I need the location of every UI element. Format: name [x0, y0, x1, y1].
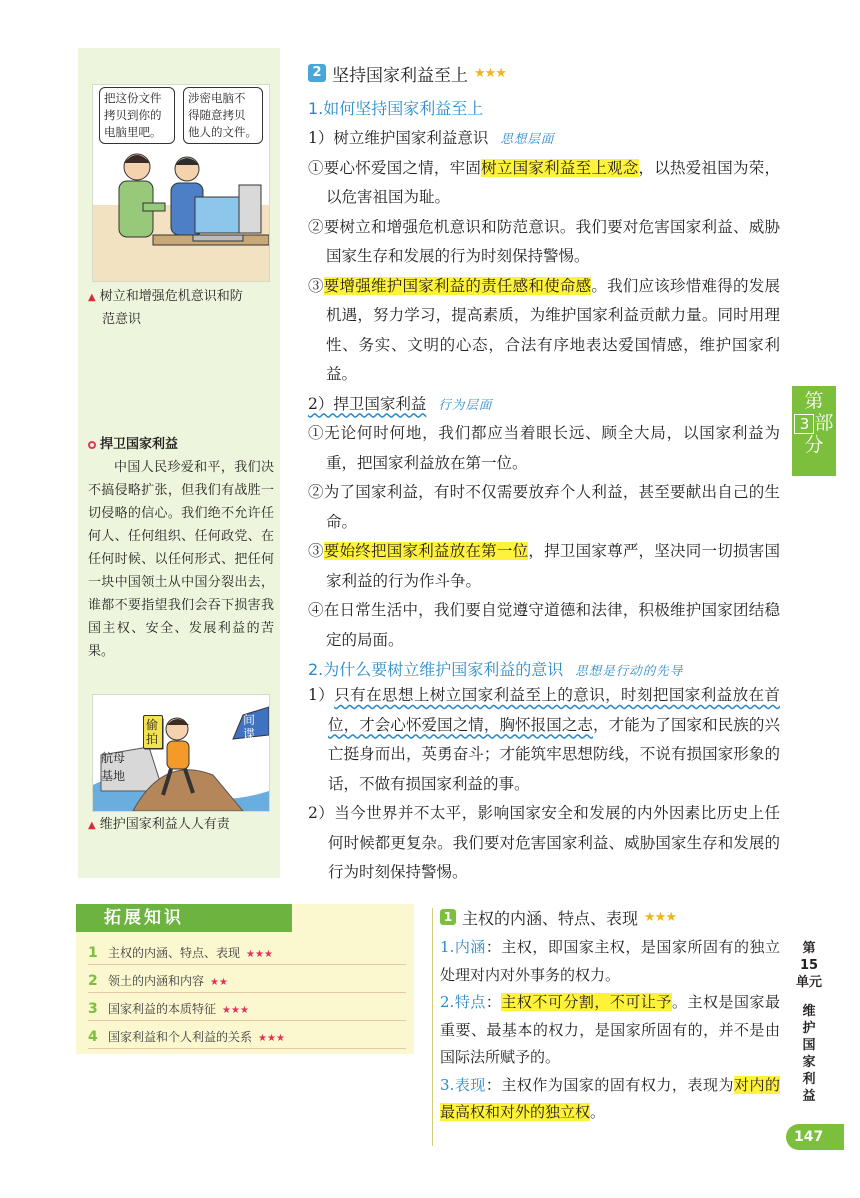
item-text: ：主权作为国家的固有权力，表现为 [485, 1075, 734, 1094]
point-2-title: 2）捍卫国家利益 [308, 394, 427, 413]
highlighted-text: 对内的最高权和对外的独立权 [440, 1075, 780, 1121]
extension-title: 拓展知识 [76, 904, 292, 932]
reason-item [308, 681, 780, 799]
main-content [308, 60, 780, 888]
item-text: 1） [308, 686, 335, 704]
unit-tag-text: 家 [802, 1055, 816, 1070]
item-label: 1.内涵 [440, 938, 486, 956]
item-text: ①无论何时何地，我们都应当着眼长远、顾全大局，以国家利益为重，把国家利益放在第一位。 [308, 424, 780, 472]
caption-line: 维护国家利益人人有责 [99, 817, 230, 832]
section-heading [308, 60, 780, 86]
item-text: 。 [590, 1103, 606, 1121]
star-rating-icon: ★★★ [644, 909, 676, 925]
point-1-item [308, 154, 780, 213]
bubble-line: 他人的文件。 [188, 125, 257, 139]
highlighted-text: 要始终把国家利益放在第一位 [323, 542, 529, 560]
item-number: 1 [88, 945, 98, 961]
item-number: 4 [88, 1029, 98, 1045]
part-tab-text: 部 [814, 412, 834, 434]
item-number: 2 [88, 973, 98, 989]
item-text: 2）当今世界并不太平，影响国家安全和发展的内外因素比历史上任何时候都更复杂。我们要对危害国家利益、威胁国家生存和发展的行为时刻保持警惕。 [308, 804, 780, 881]
point-2-item [308, 537, 780, 596]
point-1-item [308, 272, 780, 390]
point-1-item [308, 213, 780, 272]
caption-line: 范意识 [102, 312, 142, 327]
circle-bullet-icon [88, 441, 96, 449]
sovereignty-title: 主权的内涵、特点、表现 [462, 908, 639, 928]
bubble-line: 涉密电脑不 [188, 91, 246, 105]
star-rating-icon: ★★★ [474, 65, 506, 81]
extension-item [88, 970, 406, 993]
unit-tag-text: 第 [802, 941, 816, 956]
label-spy-photo: 偷拍 [143, 715, 163, 749]
item-text: ③ [308, 276, 324, 295]
question-2-text: 2.为什么要树立维护国家利益的意识 [308, 660, 564, 679]
underlined-text: 只有在思想上树立国家利益至上的意识，时刻把国家利益放在首位，才会心怀爱国之情，胸怀报国之志 [328, 686, 780, 734]
part-tab [792, 386, 836, 476]
unit-tag [793, 940, 825, 1105]
handwritten-note: 思想是行动的先导 [575, 663, 684, 678]
sidebar-box-title-text: 捍卫国家利益 [100, 437, 179, 452]
sovereignty-manifestation [440, 1072, 780, 1127]
part-tab-number: 3 [794, 414, 814, 434]
sidebar-box-body: 中国人民珍爱和平，我们决不搞侵略扩张，但我们有战胜一切侵略的信心。我们绝不允许任何人、任何组织、任何政党、在任何时候、以任何形式、把任何一块中国领土从中国分裂出去，谁都不要指望我们会吞下损害我国主权、安全、发展利益的苦果。 [88, 460, 274, 659]
item-text: ③ [308, 542, 324, 560]
cartoon-caption-1 [88, 286, 274, 331]
sovereignty-meaning [440, 934, 780, 989]
unit-tag-text: 单元 [795, 975, 822, 990]
unit-tag-text: 15 [799, 958, 819, 973]
extension-item [88, 1026, 406, 1049]
label-agent: 间谍 [243, 713, 256, 741]
section-title: 坚持国家利益至上 [332, 65, 468, 86]
item-text: ②要树立和增强危机意识和防范意识。我们要对危害国家利益、威胁国家生存和发展的行为时刻保持警惕。 [308, 217, 780, 265]
label-line: 航母 [101, 751, 126, 765]
part-tab-text: 分 [804, 434, 824, 456]
unit-tag-text: 维 [802, 1004, 816, 1019]
bubble-line: 得随意拷贝 [188, 108, 246, 122]
section-number: 1 [440, 909, 456, 925]
bubble-line: 把这份文件 [104, 91, 162, 105]
label-line: 基地 [101, 769, 126, 783]
unit-tag-text: 利 [802, 1072, 816, 1087]
handwritten-note: 思想层面 [500, 131, 555, 146]
star-rating-icon: ★★★ [246, 949, 273, 960]
reason-item [308, 799, 780, 888]
item-text: ④在日常生活中，我们要自觉遵守道德和法律，积极维护国家团结稳定的局面。 [308, 601, 780, 649]
caption-line: 树立和增强危机意识和防 [99, 289, 243, 304]
item-text: 。我们应该珍惜难得的发展机遇，努力学习，提高素质，为维护国家利益贡献力量。同时用理性、务实、文明的心态，合法有序地表达爱国情感，维护国家利益。 [326, 276, 780, 383]
star-rating-icon: ★★ [210, 977, 228, 988]
cartoon-caption-2 [88, 814, 274, 837]
unit-tag-text: 益 [802, 1089, 816, 1104]
item-text: ②为了国家利益，有时不仅需要放弃个人利益，甚至要献出自己的生命。 [308, 483, 780, 531]
question-1: 1.如何坚持国家利益至上 [308, 99, 484, 118]
star-rating-icon: ★★★ [222, 1005, 249, 1016]
item-text: 。主权是国家最重要、最基本的权力，是国家所固有的，并不是由国际法所赋予的。 [440, 993, 780, 1066]
section-number: 2 [308, 64, 326, 82]
item-label: 2.特点 [440, 993, 486, 1011]
cartoon-computer-copy [92, 84, 270, 282]
highlighted-text: 树立国家利益至上观念 [481, 158, 639, 177]
item-text: ①要心怀爱国之情，牢固 [308, 158, 482, 177]
star-rating-icon: ★★★ [258, 1033, 285, 1044]
extension-knowledge-box [76, 904, 414, 1054]
cartoon-spy [92, 694, 270, 812]
item-number: 3 [88, 1001, 98, 1017]
item-text: 国家利益的本质特征 [108, 1002, 217, 1016]
label-carrier-base [101, 749, 125, 785]
extension-item [88, 942, 406, 965]
item-text: 领土的内涵和内容 [108, 974, 205, 988]
question-2 [308, 657, 780, 681]
point-2-item [308, 596, 780, 655]
item-text: ，才能为了国家和民族的兴亡挺身而出，英勇奋斗；才能筑牢思想防线，不说有损国家形象的话，不做有损国家利益的事。 [328, 715, 780, 793]
handwritten-note: 行为层面 [438, 396, 493, 412]
item-label: 3.表现 [440, 1075, 486, 1094]
unit-tag-text: 护 [802, 1021, 816, 1036]
point-2-item [308, 478, 780, 537]
bubble-line: 拷贝到你的 [104, 108, 162, 122]
triangle-icon: ▲ [88, 820, 96, 831]
speech-bubble-left [99, 87, 175, 144]
point-1-title: 1）树立维护国家利益意识 [308, 129, 489, 147]
item-text: 主权的内涵、特点、表现 [108, 946, 241, 960]
page-number: 147 [786, 1124, 844, 1150]
column-divider [432, 908, 433, 1146]
highlighted-text: 主权不可分割，不可让予 [501, 993, 672, 1011]
bubble-line: 电脑里吧。 [104, 125, 162, 139]
triangle-icon: ▲ [88, 292, 96, 303]
extension-item [88, 998, 406, 1021]
speech-bubble-right [183, 87, 263, 144]
item-text: ，捍卫国家尊严，坚决同一切损害国家利益的行为作斗争。 [326, 542, 780, 590]
sovereignty-features: 2.特点：主权不可分割，不可让予。主权是国家最重要、最基本的权力，是国家所固有的，并不是由国际法所赋予的。 [440, 993, 780, 1066]
sovereignty-heading [440, 906, 780, 928]
part-tab-text: 第 [804, 390, 824, 412]
point-1-heading [308, 124, 780, 154]
sidebar-box-title [88, 433, 178, 452]
sovereignty-section [440, 906, 780, 1127]
item-text: 国家利益和个人利益的关系 [108, 1030, 253, 1044]
item-text: ，以热爱祖国为荣，以危害祖国为耻。 [326, 158, 780, 206]
point-2-heading [308, 390, 780, 420]
unit-tag-text: 国 [802, 1038, 816, 1053]
point-2-item [308, 419, 780, 478]
highlighted-text: 要增强维护国家利益的责任感和使命感 [323, 276, 592, 295]
item-text: ：主权，即国家主权，是国家所固有的独立处理对内对外事务的权力。 [440, 938, 780, 984]
